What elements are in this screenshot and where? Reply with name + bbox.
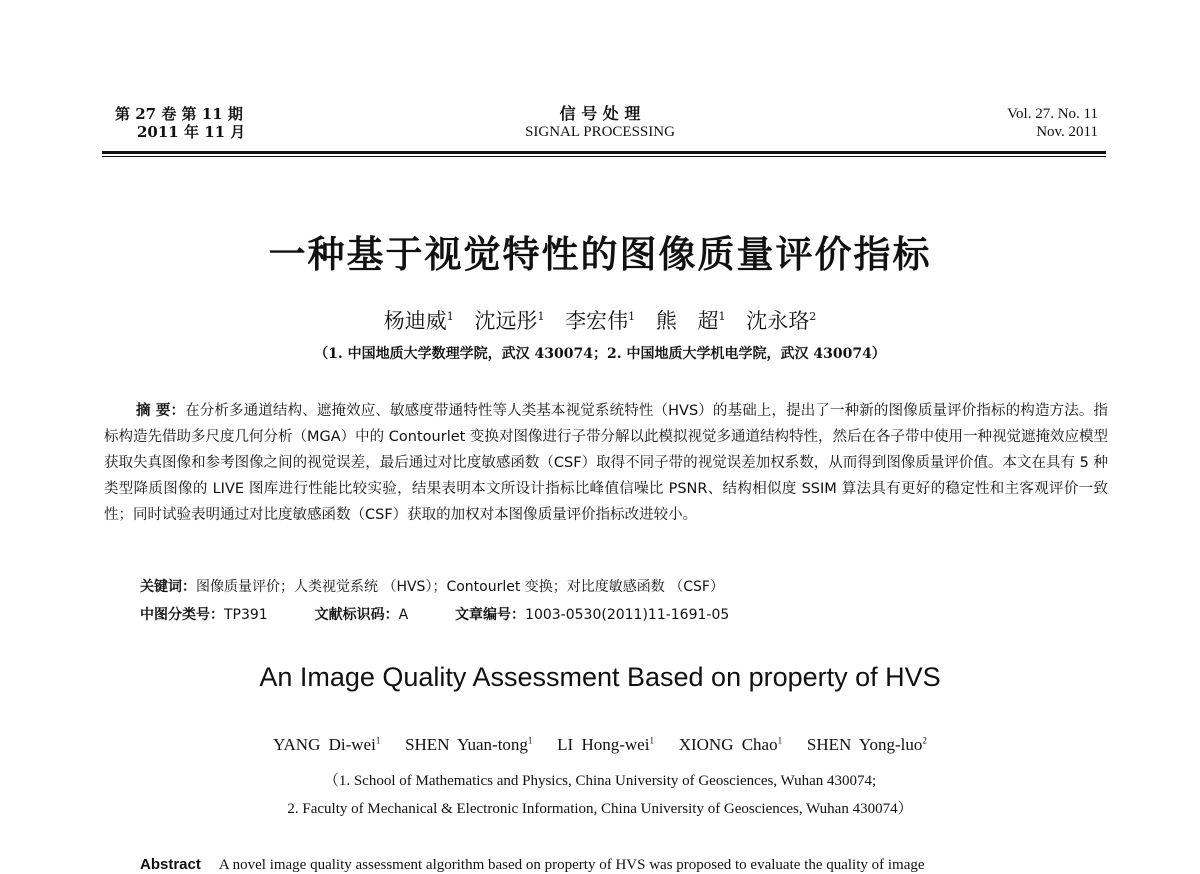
- affiliation-en-1: （1. School of Mathematics and Physics, China University of Geosciences, Wuhan 430074;: [323, 773, 877, 789]
- journal-name-cn: 信 号 处 理: [559, 104, 641, 123]
- paper-title-en: An Image Quality Assessment Based on property of HVS: [259, 662, 941, 692]
- clc-value: TP391: [224, 607, 268, 623]
- author-list-cn: [0, 305, 1200, 335]
- classification: [140, 604, 729, 624]
- author-cn: 杨迪威$^1$: [383, 309, 454, 333]
- keywords-label: 关键词：: [140, 579, 196, 595]
- journal-volume-line: 第 27 卷 第 11 期: [115, 105, 243, 123]
- author-cn: 熊 超$^1$: [655, 309, 726, 333]
- article-no-value: 1003-0530(2011)11-1691-05: [525, 607, 730, 623]
- article-no-label: 文章编号：: [455, 607, 526, 623]
- doc-code-label: 文献标识码：: [314, 607, 399, 623]
- affiliation-cn: （1. 中国地质大学数理学院，武汉 430074；2. 中国地质大学机电学院，武汉 430074）: [314, 346, 886, 362]
- header-rule-thick: [102, 151, 1106, 154]
- author-cn: 李宏伟$^1$: [565, 309, 636, 333]
- keywords-text: 图像质量评价；人类视觉系统 （HVS）；Contourlet 变换；对比度敏感函数 （CSF）: [196, 579, 724, 595]
- author-en: YANG Di-wei$^1$: [273, 735, 381, 754]
- author-cn: 沈永珞$^2$: [746, 309, 817, 333]
- journal-vol-no: Vol. 27. No. 11: [1007, 106, 1098, 122]
- journal-volume-issue: [115, 105, 245, 141]
- abstract-cn-label: 摘 要：: [136, 403, 186, 419]
- journal-name-en: SIGNAL PROCESSING: [525, 124, 675, 140]
- journal-vol-no-en: [930, 105, 1098, 141]
- author-list-en: [0, 735, 1200, 755]
- keywords: [140, 576, 724, 596]
- author-en: SHEN Yuan-tong$^1$: [405, 735, 533, 754]
- journal-name: [450, 105, 750, 141]
- journal-month-year: Nov. 2011: [1036, 124, 1098, 140]
- author-en: XIONG Chao$^1$: [678, 735, 783, 754]
- abstract-en: [140, 856, 925, 874]
- abstract-cn-text: 在分析多通道结构、遮掩效应、敏感度带通特性等人类基本视觉系统特性（HVS）的基础上，提出了一种新的图像质量评价指标的构造方法。指标构造先借助多尺度几何分析（MGA）中的 Contourlet 变换对图像进行子带分解以此模拟视觉多通道结构特性，然后在各子带中使用一种视觉遮掩效应模型获取失真图像和参考图像之间的视觉误差，最后通过对比度敏感函数（CSF）取得不同子带的视觉误差加权系数，从而得到图像质量评价值。本文在具有 5 种类型降质图像的 LIVE 图库进行性能比较实验，结果表明本文所设计指标比峰值信噪比 PSNR、结构相似度 SSIM 算法具有更好的稳定性和主客观评价一致性；同时试验表明通过对比度敏感函数（CSF）获取的加权对本图像质量评价指标改进较小。: [104, 403, 1108, 523]
- abstract-en-label: Abstract: [140, 856, 201, 873]
- author-en: LI Hong-wei$^1$: [557, 735, 654, 754]
- doc-code-value: A: [398, 607, 409, 623]
- paper-title-cn: 一种基于视觉特性的图像质量评价指标: [268, 233, 932, 276]
- clc-label: 中图分类号：: [140, 607, 224, 623]
- journal-date-line: 2011 年 11 月: [137, 123, 246, 141]
- abstract-en-text: A novel image quality assessment algorithm based on property of HVS was proposed to evaluate the quality of image: [218, 857, 925, 873]
- header-rule-thin: [102, 156, 1106, 157]
- affiliation-en-2: 2. Faculty of Mechanical & Electronic Information, China University of Geosciences, Wuhan 430074）: [287, 801, 913, 817]
- author-en: SHEN Yong-luo$^2$: [806, 735, 927, 754]
- author-cn: 沈远彤$^1$: [474, 309, 545, 333]
- abstract-cn: [104, 398, 1108, 528]
